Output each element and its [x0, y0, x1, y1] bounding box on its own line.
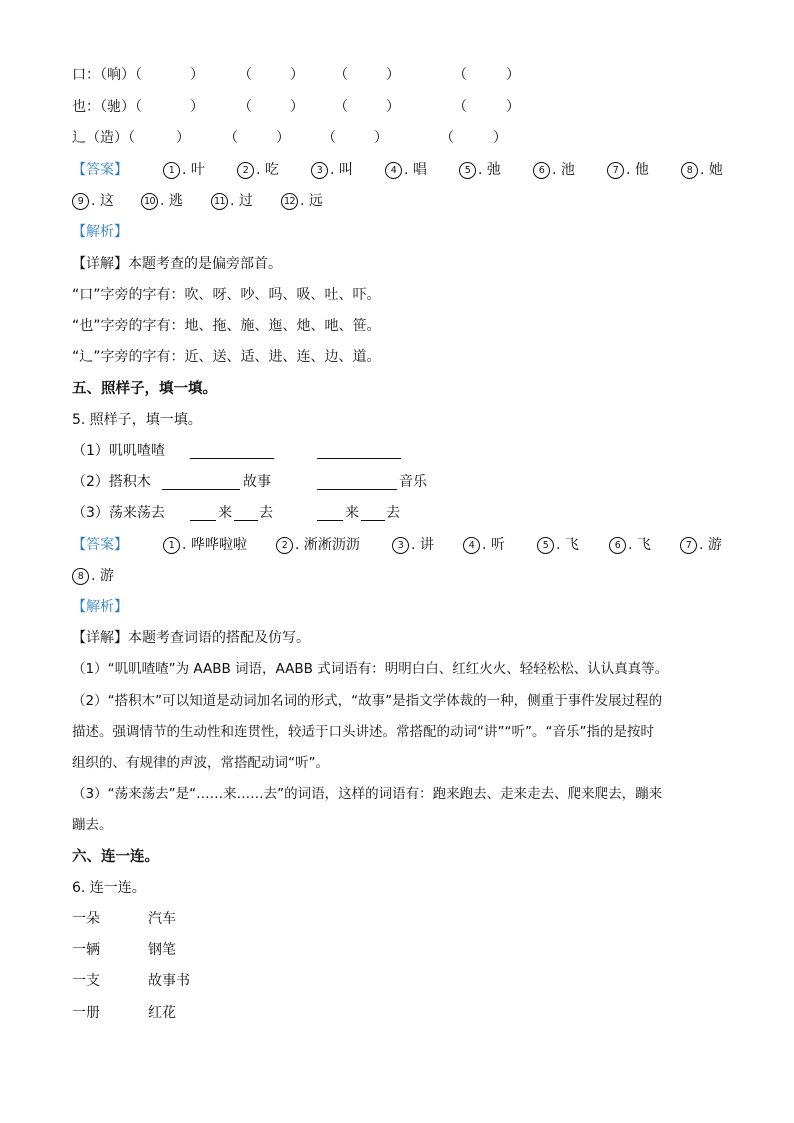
answer-item: 2 . 吃 [237, 159, 279, 181]
row-close: ） [386, 99, 400, 115]
answer-item: 1 . 叶 [163, 159, 205, 181]
circled-number: 7 [607, 162, 624, 179]
question-text: 6. 连一连。 [72, 880, 146, 896]
answer-item: 5 . 弛 [459, 159, 501, 181]
row-prefix: 辶（造）（ [72, 130, 135, 146]
circled-number: 2 [276, 537, 293, 554]
answer-blank [361, 504, 385, 521]
match-left: 一辆 [72, 942, 100, 958]
answer-item: 12 . 远 [281, 190, 323, 212]
circled-number: 5 [537, 537, 554, 554]
noun-word: 音乐 [399, 474, 427, 490]
answer-blank [317, 473, 397, 490]
explanation-line: “口”字旁的字有：吹、呀、吵、吗、吸、吐、吓。 [72, 287, 381, 303]
analysis-label: 【解析】 [72, 599, 128, 615]
explanation-line: （3）“荡来荡去”是“……来……去”的词语，这样的词语有：跑来跑去、走来走去、爬来爬去，蹦来 [72, 786, 663, 802]
explanation-line: “辶”字旁的字有：近、送、适、进、连、边、道。 [72, 349, 381, 365]
answer-blank [162, 473, 240, 490]
answer-item: 4 . 听 [463, 534, 505, 556]
explanation-line: （2）“搭积木”可以知道是动词加名词的形式，“故事”是指文学体裁的一种，侧重于事件发展过程的 [72, 693, 663, 709]
section-heading: 五、照样子，填一填。 [72, 381, 217, 397]
row-open: （ [334, 99, 348, 115]
section-heading: 六、连一连。 [72, 849, 159, 865]
circled-number: 1 [163, 162, 180, 179]
answer-blank [317, 442, 401, 459]
answer-label: 【答案】 [72, 162, 128, 178]
row-close: ） [276, 130, 290, 146]
answer-blank [190, 442, 274, 459]
match-right: 红花 [148, 1005, 176, 1021]
row-open: （ [238, 67, 252, 83]
row-close: ） [386, 67, 400, 83]
lai-char: 来 [218, 505, 232, 521]
answer-item: 4 . 唱 [385, 159, 427, 181]
exercise-item: （1）叽叽喳喳 [72, 443, 165, 459]
circled-number: 7 [680, 537, 697, 554]
answer-item: 3 . 叫 [311, 159, 353, 181]
circled-number: 3 [392, 537, 409, 554]
circled-number: 9 [72, 193, 89, 210]
row-close: ） [290, 67, 304, 83]
answer-item: 2 . 淅淅沥沥 [276, 534, 360, 556]
exercise-item: （3）荡来荡去 [72, 505, 165, 521]
exercise-item: （2）搭积木 [72, 474, 151, 490]
explanation-line: 蹦去。 [72, 817, 113, 833]
match-right: 故事书 [148, 973, 190, 989]
qu-char: 去 [259, 505, 273, 521]
circled-number: 2 [237, 162, 254, 179]
row-close: ） [176, 130, 190, 146]
row-close: ） [190, 67, 204, 83]
explanation-line: “也”字旁的字有：地、拖、施、迤、灺、吔、笹。 [72, 318, 381, 334]
answer-item: 10 . 逃 [141, 190, 183, 212]
row-close: ） [506, 67, 520, 83]
circled-number: 10 [141, 193, 158, 210]
row-close: ） [493, 130, 507, 146]
explanation-line: 组织的、有规律的声波，常搭配动词“听”。 [72, 755, 329, 771]
explanation-line: 描述。强调情节的生动性和连贯性，较适于口头讲述。常搭配的动词“讲”“听”。“音乐”指的是按时 [72, 724, 654, 740]
circled-number: 8 [681, 162, 698, 179]
answer-item: 6 . 飞 [609, 534, 651, 556]
row-close: ） [190, 99, 204, 115]
row-open: （ [453, 67, 467, 83]
row-open: （ [334, 67, 348, 83]
circled-number: 6 [609, 537, 626, 554]
circled-number: 8 [72, 568, 89, 585]
answer-label: 【答案】 [72, 537, 128, 553]
answer-item: 11 . 过 [211, 190, 253, 212]
match-right: 钢笔 [148, 942, 176, 958]
row-open: （ [238, 99, 252, 115]
detail-text: 【详解】本题考查词语的搭配及仿写。 [72, 630, 310, 646]
row-prefix: 也：（驰）（ [72, 99, 142, 115]
row-open: （ [224, 130, 238, 146]
match-right: 汽车 [148, 911, 176, 927]
explanation-line: （1）“叽叽喳喳”为 AABB 词语，AABB 式词语有：明明白白、红红火火、轻轻松松、认认真真等。 [72, 661, 669, 677]
match-left: 一朵 [72, 911, 100, 927]
match-left: 一支 [72, 973, 100, 989]
match-left: 一册 [72, 1005, 100, 1021]
row-close: ） [374, 130, 388, 146]
row-open: （ [440, 130, 454, 146]
row-close: ） [506, 99, 520, 115]
circled-number: 12 [281, 193, 298, 210]
answer-item: 6 . 池 [533, 159, 575, 181]
circled-number: 5 [459, 162, 476, 179]
row-close: ） [290, 99, 304, 115]
circled-number: 1 [163, 537, 180, 554]
answer-item: 7 . 游 [680, 534, 722, 556]
detail-text: 【详解】本题考查的是偏旁部首。 [72, 256, 282, 272]
row-open: （ [453, 99, 467, 115]
row-open: （ [322, 130, 336, 146]
circled-number: 4 [385, 162, 402, 179]
analysis-label: 【解析】 [72, 224, 128, 240]
answer-blank [190, 504, 216, 521]
row-prefix: 口：（响）（ [72, 67, 142, 83]
answer-item: 7 . 他 [607, 159, 649, 181]
circled-number: 11 [211, 193, 228, 210]
answer-item: 8 . 游 [72, 565, 114, 587]
answer-blank [317, 504, 343, 521]
answer-item: 3 . 讲 [392, 534, 434, 556]
circled-number: 4 [463, 537, 480, 554]
circled-number: 6 [533, 162, 550, 179]
qu-char: 去 [386, 505, 400, 521]
answer-item: 9 . 这 [72, 190, 114, 212]
answer-item: 8 . 她 [681, 159, 723, 181]
answer-item: 5 . 飞 [537, 534, 579, 556]
answer-item: 1 . 哗哗啦啦 [163, 534, 247, 556]
lai-char: 来 [345, 505, 359, 521]
circled-number: 3 [311, 162, 328, 179]
question-text: 5. 照样子，填一填。 [72, 412, 202, 428]
noun-word: 故事 [243, 474, 271, 490]
answer-blank [234, 504, 258, 521]
